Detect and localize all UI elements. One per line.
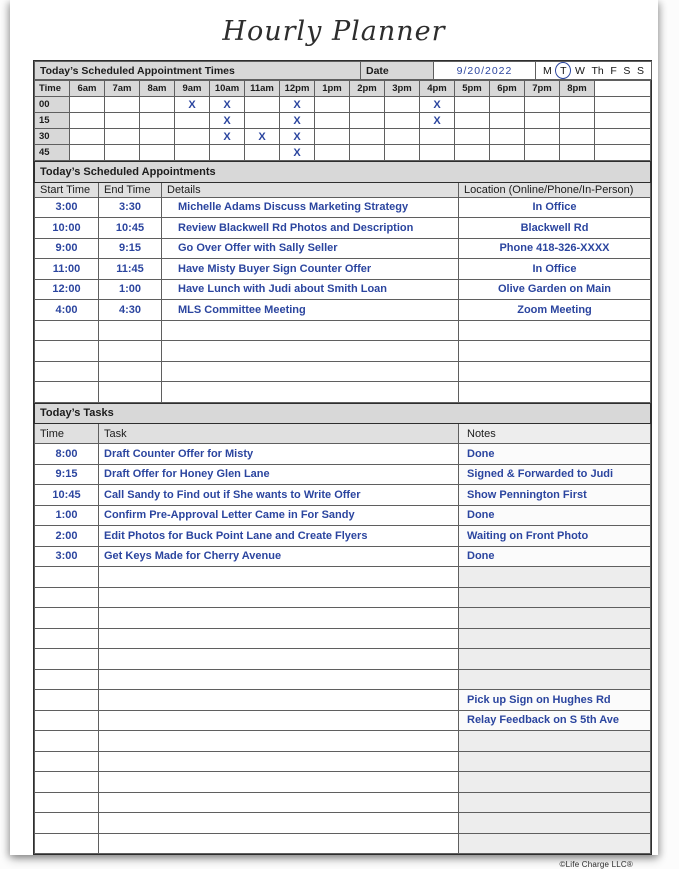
grid-cell <box>175 129 210 145</box>
empty-cell <box>35 628 99 649</box>
note-only-row <box>35 690 651 711</box>
empty-cell <box>35 813 99 834</box>
grid-cell <box>315 97 350 113</box>
grid-cell <box>245 113 280 129</box>
col-header-details: Details <box>162 182 459 197</box>
empty-cell <box>35 690 99 711</box>
minute-row-15 <box>35 113 651 129</box>
end-time: 11:45 <box>99 259 162 280</box>
grid-cell <box>490 129 525 145</box>
empty-note-cell <box>459 833 651 854</box>
task-description: Call Sandy to Find out if She wants to Write Offer <box>99 485 459 506</box>
hour-header-5pm: 5pm <box>455 81 490 97</box>
minute-label-00: 00 <box>35 97 70 113</box>
grid-cell <box>490 145 525 161</box>
grid-cell <box>560 129 595 145</box>
grid-cell <box>560 145 595 161</box>
brand-footer: ©Life Charge LLC® <box>559 860 633 869</box>
hour-header-7am: 7am <box>105 81 140 97</box>
empty-task-row <box>35 751 651 772</box>
empty-cell <box>35 833 99 854</box>
empty-cell <box>99 382 162 403</box>
standalone-note: Pick up Sign on Hughes Rd <box>459 690 651 711</box>
start-time: 11:00 <box>35 259 99 280</box>
end-time: 4:30 <box>99 300 162 321</box>
hour-header-4pm: 4pm <box>420 81 455 97</box>
task-description: Edit Photos for Buck Point Lane and Create Flyers <box>99 526 459 547</box>
empty-cell <box>459 320 651 341</box>
empty-task-row <box>35 567 651 588</box>
grid-cell <box>490 113 525 129</box>
section-title-tasks: Today’s Tasks <box>35 403 651 424</box>
end-time: 3:30 <box>99 197 162 218</box>
grid-cell-blank <box>595 97 651 113</box>
grid-cell <box>420 129 455 145</box>
empty-cell <box>99 320 162 341</box>
minute-label-15: 15 <box>35 113 70 129</box>
hour-header-7pm: 7pm <box>525 81 560 97</box>
tasks-section-header <box>35 403 651 424</box>
grid-cell <box>560 97 595 113</box>
x-mark-cell: X <box>280 97 315 113</box>
empty-note-cell <box>459 628 651 649</box>
x-mark-cell: X <box>210 129 245 145</box>
empty-cell <box>459 382 651 403</box>
grid-cell <box>70 113 105 129</box>
empty-cell <box>35 320 99 341</box>
empty-note-cell <box>459 772 651 793</box>
appointment-details: Go Over Offer with Sally Seller <box>162 238 459 259</box>
x-mark-cell: X <box>210 97 245 113</box>
x-mark-cell: X <box>420 97 455 113</box>
start-time: 4:00 <box>35 300 99 321</box>
grid-cell <box>140 97 175 113</box>
grid-cell <box>455 129 490 145</box>
day-label-s2: S <box>636 64 644 77</box>
empty-note-cell <box>459 813 651 834</box>
col-header-start-time: Start Time <box>35 182 99 197</box>
empty-cell <box>99 608 459 629</box>
empty-cell <box>35 649 99 670</box>
grid-cell <box>385 145 420 161</box>
appointment-location: Zoom Meeting <box>459 300 651 321</box>
grid-cell <box>315 113 350 129</box>
appointment-location: Olive Garden on Main <box>459 279 651 300</box>
task-time: 2:00 <box>35 526 99 547</box>
grid-cell <box>315 129 350 145</box>
tasks-table <box>34 403 651 855</box>
grid-cell <box>350 113 385 129</box>
task-note: Done <box>459 546 651 567</box>
appointment-location: In Office <box>459 197 651 218</box>
x-mark-cell: X <box>280 145 315 161</box>
empty-cell <box>99 587 459 608</box>
grid-cell <box>385 97 420 113</box>
hourly-time-grid <box>34 80 651 161</box>
hour-header-12pm: 12pm <box>280 81 315 97</box>
grid-cell-blank <box>595 113 651 129</box>
appointment-location: Blackwell Rd <box>459 218 651 239</box>
empty-cell <box>99 772 459 793</box>
planner-sheet <box>33 60 652 855</box>
section-title-appointments: Today’s Scheduled Appointments <box>35 162 651 183</box>
appointments-table <box>34 161 651 403</box>
empty-cell <box>35 608 99 629</box>
empty-task-row <box>35 587 651 608</box>
note-only-row <box>35 710 651 731</box>
empty-task-row <box>35 669 651 690</box>
empty-task-row <box>35 772 651 793</box>
date-value: 9/20/2022 <box>434 62 536 80</box>
grid-cell <box>560 113 595 129</box>
empty-note-cell <box>459 608 651 629</box>
hour-header-9am: 9am <box>175 81 210 97</box>
header-row <box>35 62 652 80</box>
hour-header-3pm: 3pm <box>385 81 420 97</box>
day-label-s1: S <box>623 64 631 77</box>
grid-cell <box>70 129 105 145</box>
x-mark-cell: X <box>280 129 315 145</box>
grid-cell <box>140 145 175 161</box>
empty-cell <box>99 792 459 813</box>
empty-note-cell <box>459 731 651 752</box>
task-row <box>35 485 651 506</box>
grid-cell <box>105 145 140 161</box>
end-time: 10:45 <box>99 218 162 239</box>
grid-cell <box>175 145 210 161</box>
appointment-details: Review Blackwell Rd Photos and Description <box>162 218 459 239</box>
empty-cell <box>99 649 459 670</box>
task-row <box>35 546 651 567</box>
empty-cell <box>35 772 99 793</box>
grid-cell <box>350 145 385 161</box>
grid-cell <box>455 145 490 161</box>
day-label-f: F <box>610 64 617 77</box>
task-time: 9:15 <box>35 464 99 485</box>
empty-appointment-row <box>35 341 651 362</box>
start-time: 12:00 <box>35 279 99 300</box>
empty-cell <box>99 567 459 588</box>
empty-cell <box>35 587 99 608</box>
task-description: Get Keys Made for Cherry Avenue <box>99 546 459 567</box>
minute-row-30 <box>35 129 651 145</box>
empty-cell <box>35 751 99 772</box>
task-time: 3:00 <box>35 546 99 567</box>
grid-cell <box>175 113 210 129</box>
task-description: Draft Offer for Honey Glen Lane <box>99 464 459 485</box>
task-time: 8:00 <box>35 444 99 465</box>
empty-cell <box>35 669 99 690</box>
grid-cell <box>420 145 455 161</box>
hour-header-2pm: 2pm <box>350 81 385 97</box>
minute-row-45 <box>35 145 651 161</box>
grid-cell-blank <box>595 145 651 161</box>
grid-cell <box>105 97 140 113</box>
empty-note-cell <box>459 751 651 772</box>
empty-cell <box>99 690 459 711</box>
appointment-times-header <box>34 61 652 80</box>
col-header-location: Location (Online/Phone/In-Person) <box>459 182 651 197</box>
empty-cell <box>99 731 459 752</box>
appointment-row <box>35 197 651 218</box>
empty-task-row <box>35 608 651 629</box>
appointments-column-header <box>35 182 651 197</box>
empty-note-cell <box>459 649 651 670</box>
empty-task-row <box>35 731 651 752</box>
task-note: Done <box>459 505 651 526</box>
empty-cell <box>99 833 459 854</box>
appointment-row <box>35 300 651 321</box>
appointment-details: MLS Committee Meeting <box>162 300 459 321</box>
appointment-details: Have Misty Buyer Sign Counter Offer <box>162 259 459 280</box>
page-title: Hourly Planner <box>222 16 446 47</box>
task-row <box>35 505 651 526</box>
empty-cell <box>35 567 99 588</box>
empty-cell <box>99 628 459 649</box>
col-header-time: Time <box>35 424 99 444</box>
empty-cell <box>162 361 459 382</box>
appointment-location: In Office <box>459 259 651 280</box>
grid-cell <box>315 145 350 161</box>
empty-cell <box>99 361 162 382</box>
hour-header-11am: 11am <box>245 81 280 97</box>
task-note: Done <box>459 444 651 465</box>
grid-cell <box>350 129 385 145</box>
date-label: Date <box>361 62 434 80</box>
empty-cell <box>35 710 99 731</box>
appointments-section-header <box>35 162 651 183</box>
grid-cell <box>140 129 175 145</box>
empty-note-cell <box>459 792 651 813</box>
task-note: Signed & Forwarded to Judi <box>459 464 651 485</box>
empty-appointment-row <box>35 382 651 403</box>
task-time: 10:45 <box>35 485 99 506</box>
appointment-details: Have Lunch with Judi about Smith Loan <box>162 279 459 300</box>
weekday-labels <box>536 64 651 77</box>
empty-task-row <box>35 792 651 813</box>
empty-task-row <box>35 649 651 670</box>
empty-note-cell <box>459 587 651 608</box>
hour-header-row <box>35 81 651 97</box>
grid-cell <box>525 113 560 129</box>
col-header-end-time: End Time <box>99 182 162 197</box>
empty-cell <box>99 813 459 834</box>
end-time: 9:15 <box>99 238 162 259</box>
empty-cell <box>35 382 99 403</box>
empty-cell <box>99 669 459 690</box>
appointment-details: Michelle Adams Discuss Marketing Strategy <box>162 197 459 218</box>
hour-header-6am: 6am <box>70 81 105 97</box>
grid-cell <box>105 129 140 145</box>
grid-cell <box>455 97 490 113</box>
empty-cell <box>35 341 99 362</box>
grid-cell <box>245 145 280 161</box>
empty-cell <box>99 710 459 731</box>
start-time: 3:00 <box>35 197 99 218</box>
task-description: Confirm Pre-Approval Letter Came in For Sandy <box>99 505 459 526</box>
x-mark-cell: X <box>245 129 280 145</box>
empty-cell <box>459 361 651 382</box>
day-label-w: W <box>574 64 585 77</box>
grid-cell <box>70 145 105 161</box>
empty-note-cell <box>459 567 651 588</box>
empty-note-cell <box>459 669 651 690</box>
time-column-header: Time <box>35 81 70 97</box>
hour-header-8am: 8am <box>140 81 175 97</box>
end-time: 1:00 <box>99 279 162 300</box>
col-header-notes: Notes <box>459 424 651 444</box>
grid-cell <box>70 97 105 113</box>
task-row <box>35 526 651 547</box>
task-row <box>35 464 651 485</box>
day-label-th: Th <box>591 64 604 77</box>
day-label-t-circled: T <box>555 62 571 79</box>
weekday-selector <box>536 62 652 80</box>
grid-cell <box>455 113 490 129</box>
task-note: Waiting on Front Photo <box>459 526 651 547</box>
empty-cell <box>99 341 162 362</box>
grid-cell <box>525 145 560 161</box>
empty-cell <box>35 361 99 382</box>
x-mark-cell: X <box>175 97 210 113</box>
empty-cell <box>162 320 459 341</box>
x-mark-cell: X <box>210 113 245 129</box>
grid-cell <box>385 129 420 145</box>
empty-cell <box>35 731 99 752</box>
grid-cell <box>140 113 175 129</box>
minute-label-45: 45 <box>35 145 70 161</box>
empty-cell <box>99 751 459 772</box>
appointment-location: Phone 418-326-XXXX <box>459 238 651 259</box>
empty-cell <box>459 341 651 362</box>
grid-cell-blank <box>595 129 651 145</box>
hour-header-blank <box>595 81 651 97</box>
appointment-row <box>35 218 651 239</box>
x-mark-cell: X <box>420 113 455 129</box>
appointment-row <box>35 279 651 300</box>
standalone-note: Relay Feedback on S 5th Ave <box>459 710 651 731</box>
appointment-row <box>35 259 651 280</box>
empty-appointment-row <box>35 361 651 382</box>
hour-header-1pm: 1pm <box>315 81 350 97</box>
col-header-task: Task <box>99 424 459 444</box>
hour-header-6pm: 6pm <box>490 81 525 97</box>
empty-task-row <box>35 833 651 854</box>
grid-cell <box>385 113 420 129</box>
task-row <box>35 444 651 465</box>
day-label-m: M <box>543 64 552 77</box>
empty-cell <box>162 382 459 403</box>
x-mark-cell: X <box>280 113 315 129</box>
section-title-appointment-times: Today’s Scheduled Appointment Times <box>35 62 361 80</box>
empty-appointment-row <box>35 320 651 341</box>
tasks-column-header <box>35 424 651 444</box>
hour-header-10am: 10am <box>210 81 245 97</box>
empty-cell <box>162 341 459 362</box>
grid-cell <box>105 113 140 129</box>
planner-page <box>10 0 658 869</box>
appointment-row <box>35 238 651 259</box>
grid-cell <box>525 129 560 145</box>
grid-cell <box>525 97 560 113</box>
empty-task-row <box>35 628 651 649</box>
task-time: 1:00 <box>35 505 99 526</box>
task-description: Draft Counter Offer for Misty <box>99 444 459 465</box>
empty-task-row <box>35 813 651 834</box>
hour-header-8pm: 8pm <box>560 81 595 97</box>
minute-label-30: 30 <box>35 129 70 145</box>
grid-cell <box>350 97 385 113</box>
start-time: 10:00 <box>35 218 99 239</box>
grid-cell <box>490 97 525 113</box>
start-time: 9:00 <box>35 238 99 259</box>
empty-cell <box>35 792 99 813</box>
minute-row-00 <box>35 97 651 113</box>
grid-cell <box>245 97 280 113</box>
task-note: Show Pennington First <box>459 485 651 506</box>
grid-cell <box>210 145 245 161</box>
